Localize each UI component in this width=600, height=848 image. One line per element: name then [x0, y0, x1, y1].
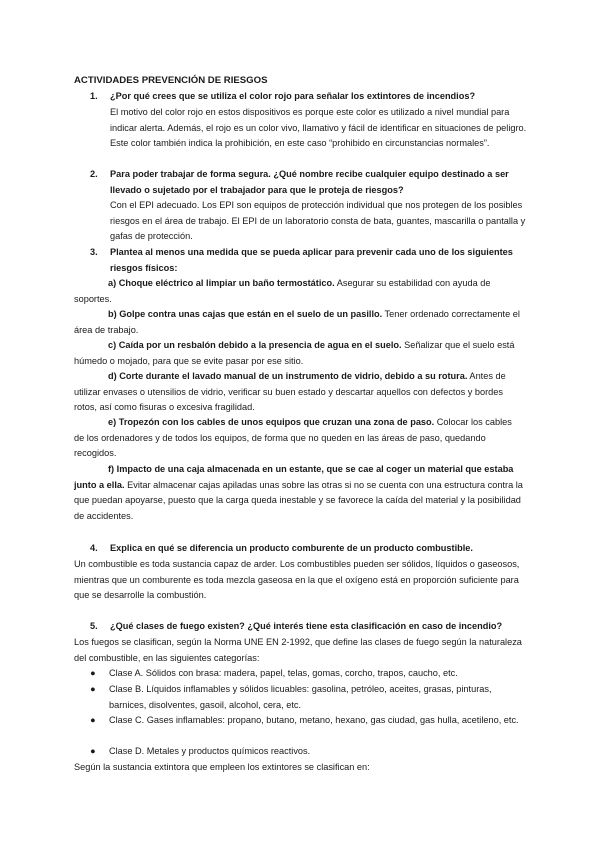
question-number: 2.	[90, 169, 98, 179]
risk-item-d	[74, 369, 524, 416]
fire-class-b	[90, 682, 530, 713]
answer-2: Con el EPI adecuado. Los EPI son equipos de protección individual que nos protegen de los posibles riesgos en el área de trabajo. El EPI de un laboratorio consta de bata, guantes, mascarilla o pantalla y gafas de protección.	[110, 200, 526, 242]
risk-title: e) Tropezón con los cables de unos equipos que cruzan una zona de paso.	[108, 417, 435, 427]
fire-class-text: Clase D. Metales y productos químicos reactivos.	[109, 746, 311, 756]
bullet-icon: ●	[90, 746, 96, 756]
risk-title: c) Caída por un resbalón debido a la presencia de agua en el suelo.	[108, 340, 402, 350]
question-number: 3.	[90, 247, 98, 257]
bullet-icon: ●	[90, 684, 96, 694]
answer-4: Un combustible es toda sustancia capaz de arder. Los combustibles pueden ser sólidos, líquidos o gaseosos, mientras que un comburente es toda mezcla gaseosa en la que el oxígeno está en proporción suficiente para que se desarrolle la combustión.	[74, 559, 520, 601]
question-number: 1.	[90, 91, 98, 101]
question-text: Plantea al menos una medida que se pueda aplicar para prevenir cada uno de los siguientes riesgos físicos:	[110, 247, 513, 273]
document-title: ACTIVIDADES PREVENCIÓN DE RIESGOS	[74, 75, 268, 86]
fire-class-a	[90, 666, 530, 682]
fire-class-d	[90, 744, 530, 760]
risk-item-a	[74, 276, 524, 307]
fire-class-text: Clase A. Sólidos con brasa: madera, papel, telas, gomas, corcho, trapos, caucho, etc.	[109, 668, 458, 678]
risk-item-f	[74, 462, 524, 524]
risk-measure: Señalizar que el suelo está húmedo o mojado, para que se evite pasar por ese sitio.	[74, 340, 515, 366]
fire-class-text: Clase C. Gases inflamables: propano, butano, metano, hexano, gas ciudad, gas hulla, acetileno, etc.	[109, 715, 519, 725]
bullet-icon: ●	[90, 668, 96, 678]
answer-5: Los fuegos se clasifican, según la Norma UNE EN 2-1992, que define las clases de fuego según la naturaleza del combustible, en las siguientes categorías:	[74, 637, 522, 663]
closing-text: Según la sustancia extintora que empleen los extintores se clasifican en:	[74, 762, 370, 772]
question-number: 5.	[90, 621, 98, 631]
fire-class-c	[90, 713, 530, 729]
risk-measure: Antes de utilizar envases o utensilios de vidrio, verificar su buen estado y descartar aquellos con defectos y bordes rotos, así como fisuras o excesiva fragilidad.	[74, 371, 506, 413]
question-3	[90, 245, 520, 276]
risk-item-c	[74, 338, 524, 369]
fire-class-text: Clase B. Líquidos inflamables y sólidos licuables: gasolina, petróleo, aceites, grasas, pinturas, barnices, disolventes, gasoil, alcohol, cera, etc.	[109, 684, 492, 710]
risk-measure: Asegurar su estabilidad con ayuda de soportes.	[74, 278, 491, 304]
question-text: ¿Por qué crees que se utiliza el color rojo para señalar los extintores de incendios?	[110, 91, 476, 101]
risk-item-b	[74, 307, 524, 338]
risk-measure: Evitar almacenar cajas apiladas unas sobre las otras si no se cuenta con una estructura contra la que puedan apoyarse, puesto que la carga queda inestable y se favorece la caída del material y la posibilidad de accidentes.	[74, 479, 523, 521]
answer-1: El motivo del color rojo en estos dispositivos es porque este color es utilizado a nivel mundial para indicar alerta. Además, el rojo es un color vivo, llamativo y fácil de identificar en situaciones de peligro. Este color también indica la prohibición, en este caso “prohibido en circunstancias normales”.	[110, 107, 527, 149]
question-number: 4.	[90, 543, 98, 553]
risk-measure: Tener ordenado correctamente el área de trabajo.	[74, 309, 520, 335]
risk-title: f) Impacto de una caja almacenada en un estante, que se cae al coger un material que estaba junto a ella.	[74, 464, 514, 490]
risk-title: b) Golpe contra unas cajas que están en el suelo de un pasillo.	[108, 309, 383, 319]
question-2	[90, 167, 520, 198]
question-text: ¿Qué clases de fuego existen? ¿Qué interés tiene esta clasificación en caso de incendio?	[110, 621, 503, 631]
question-4	[90, 541, 520, 557]
risk-title: a) Choque eléctrico al limpiar un baño termostático.	[108, 278, 335, 288]
question-1	[90, 89, 520, 105]
risk-item-e	[74, 415, 524, 462]
question-text: Explica en qué se diferencia un producto comburente de un producto combustible.	[110, 543, 473, 553]
bullet-icon: ●	[90, 715, 96, 725]
question-5	[90, 619, 520, 635]
question-text: Para poder trabajar de forma segura. ¿Qué nombre recibe cualquier equipo destinado a ser llevado o sujetado por el trabajador para que le proteja de riesgos?	[110, 169, 509, 195]
risk-measure: Colocar los cables de los ordenadores y de todos los equipos, de forma que no queden en las áreas de paso, quedando recogidos.	[74, 417, 512, 459]
risk-title: d) Corte durante el lavado manual de un instrumento de vidrio, debido a su rotura.	[108, 371, 468, 381]
